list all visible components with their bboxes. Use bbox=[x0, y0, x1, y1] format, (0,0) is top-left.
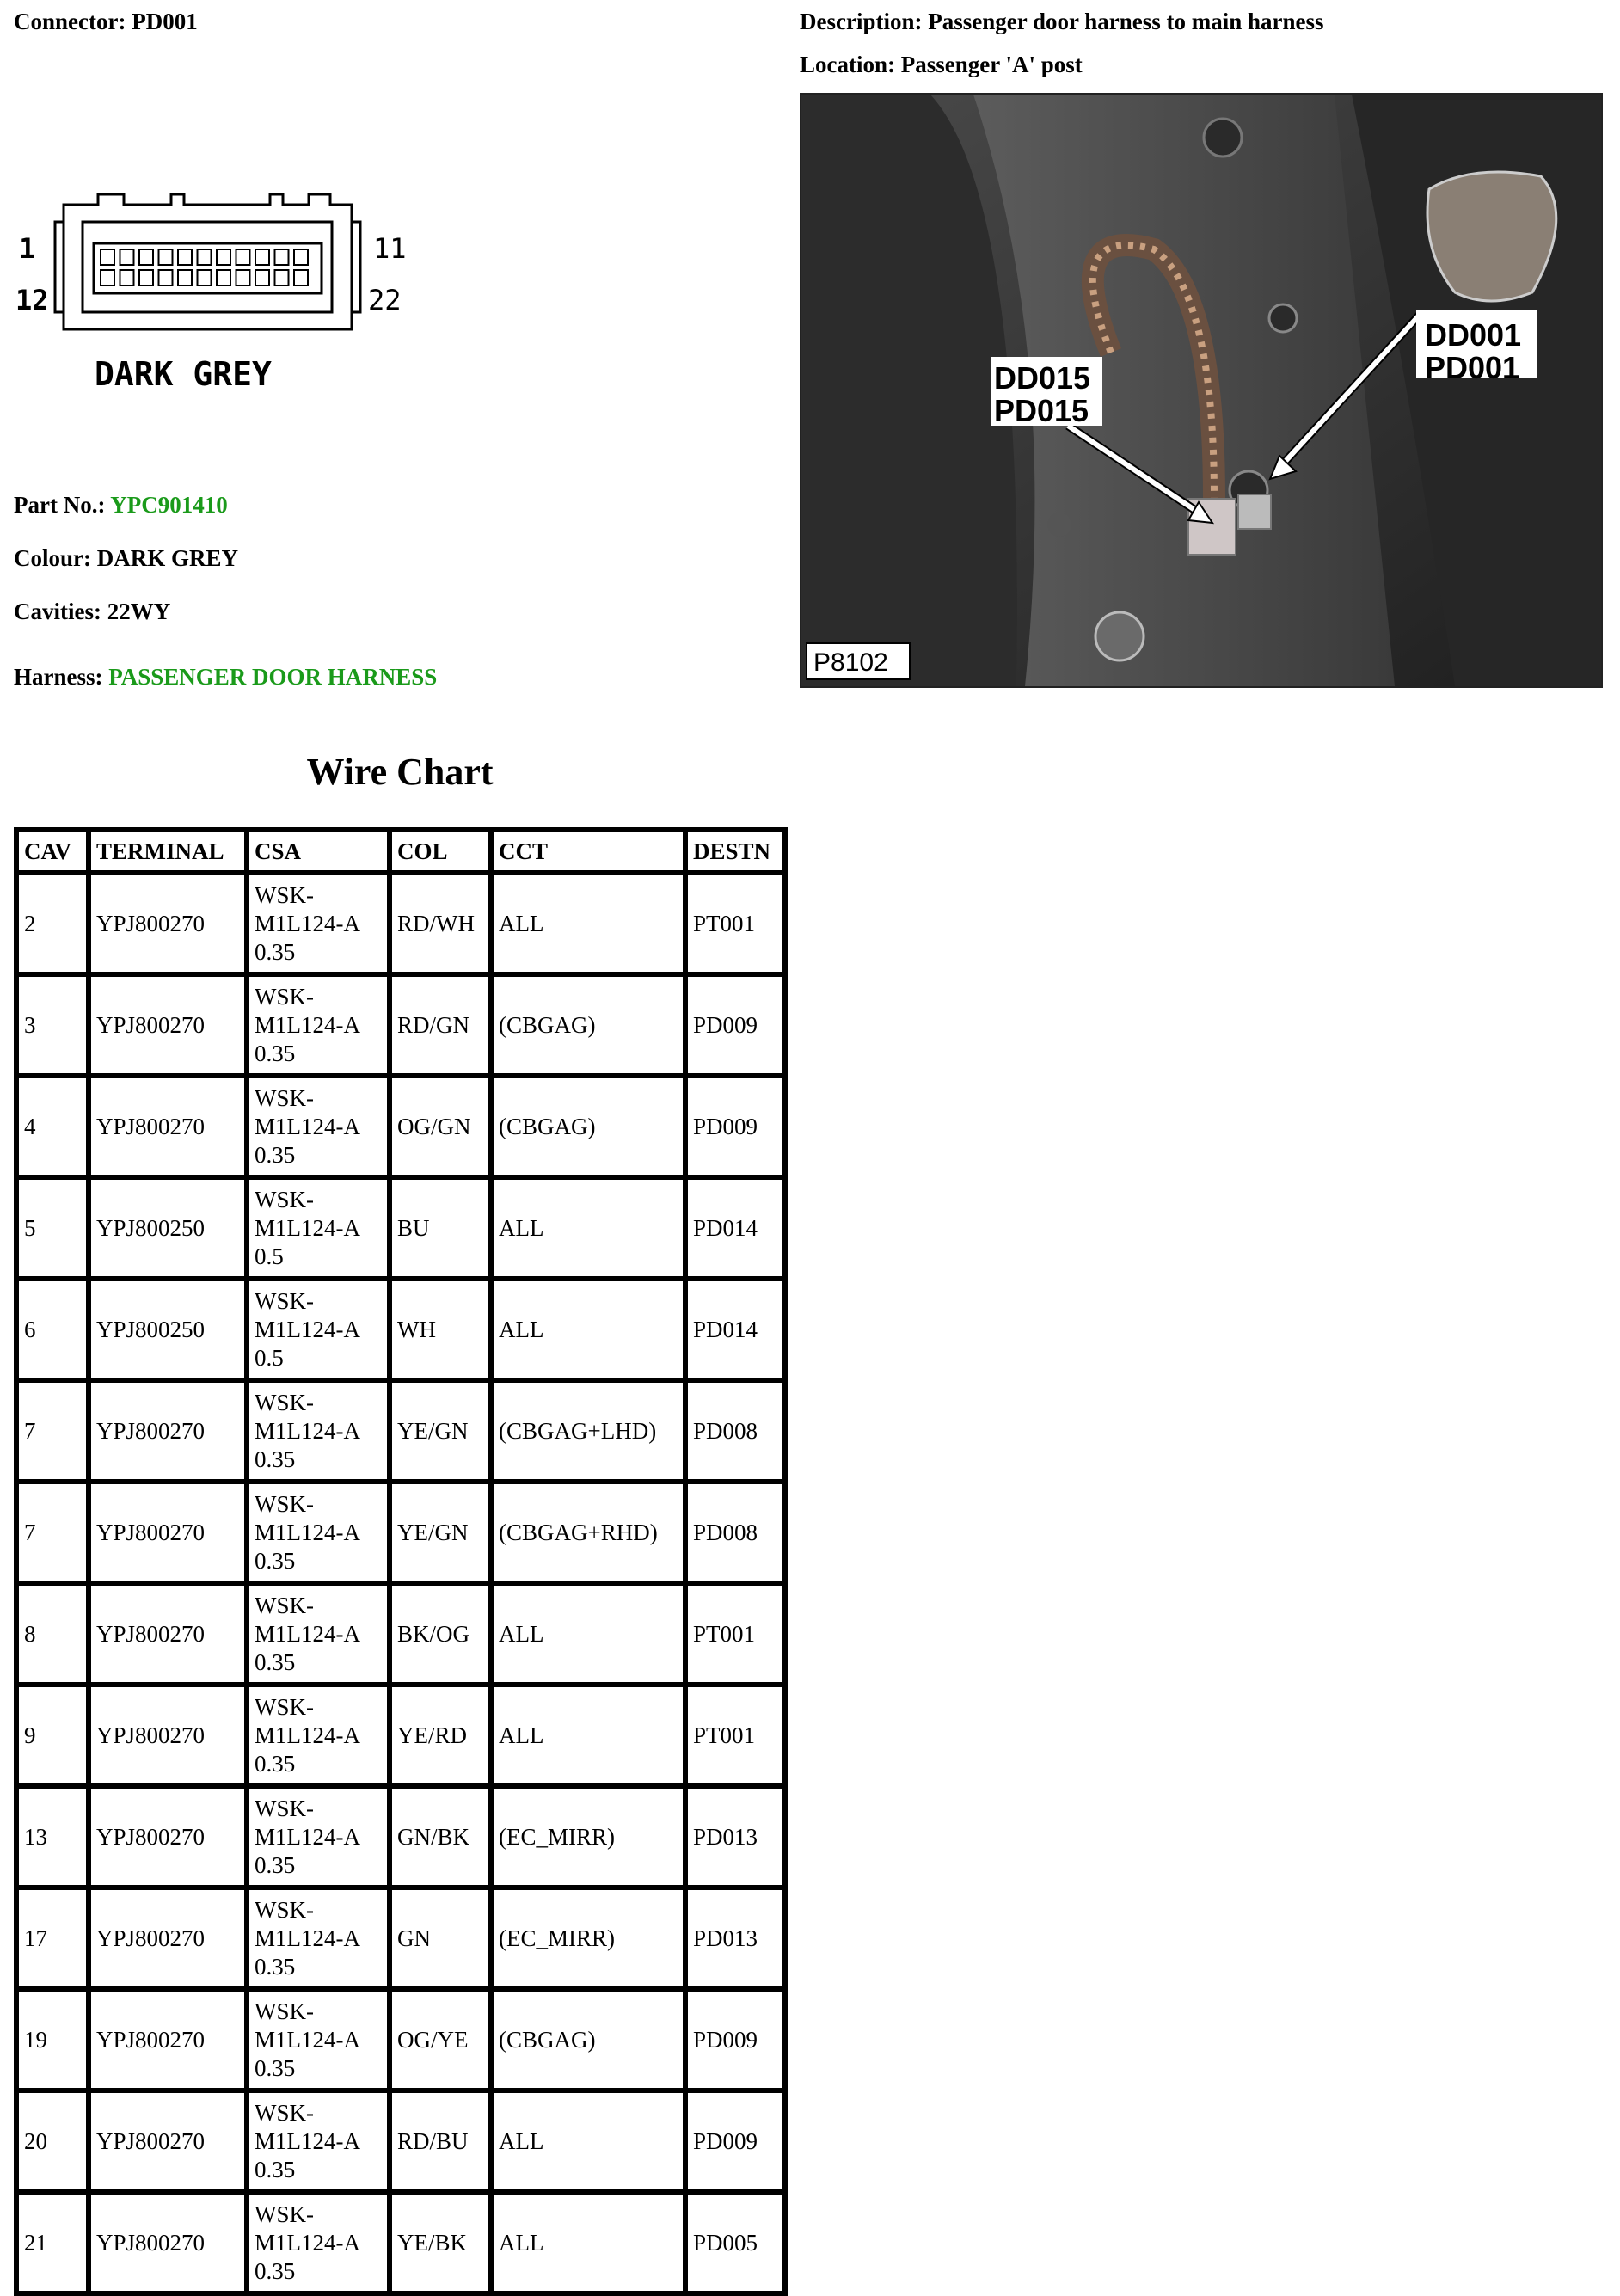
csa-line: M1L124-A bbox=[255, 910, 360, 936]
cell-csa bbox=[247, 2090, 390, 2192]
csa-line: WSK- bbox=[255, 2099, 314, 2126]
csa-line: 0.35 bbox=[255, 1446, 296, 1472]
cell-destn: PD008 bbox=[685, 1482, 785, 1583]
table-row bbox=[16, 1482, 785, 1583]
csa-line: M1L124-A bbox=[255, 1316, 360, 1342]
cell-cct: ALL bbox=[491, 873, 685, 974]
cell-cav: 2 bbox=[16, 873, 89, 974]
location-label: Location: bbox=[800, 52, 895, 77]
connector-pin bbox=[198, 249, 212, 265]
cell-destn: PT001 bbox=[685, 1583, 785, 1685]
cell-cav: 7 bbox=[16, 1380, 89, 1482]
description-line bbox=[800, 9, 1324, 35]
connector-pin bbox=[120, 270, 134, 285]
part-number-label: Part No.: bbox=[14, 492, 106, 518]
connector-pin bbox=[236, 270, 250, 285]
connector-pin bbox=[159, 270, 173, 285]
connector-line bbox=[14, 9, 198, 35]
cell-cct: (CBGAG+RHD) bbox=[491, 1482, 685, 1583]
cell-cav: 5 bbox=[16, 1177, 89, 1279]
cell-destn: PD009 bbox=[685, 1076, 785, 1177]
cell-cav: 19 bbox=[16, 1989, 89, 2090]
cell-cav: 7 bbox=[16, 1482, 89, 1583]
header-destn: DESTN bbox=[685, 830, 785, 873]
connector-face-diagram bbox=[12, 187, 416, 402]
colour-line bbox=[14, 545, 238, 572]
csa-line: 0.5 bbox=[255, 1243, 284, 1269]
connector-pin bbox=[178, 270, 192, 285]
csa-line: 0.35 bbox=[255, 1648, 296, 1675]
cell-destn: PD013 bbox=[685, 1786, 785, 1888]
connector-pin bbox=[236, 249, 250, 265]
connector-pin bbox=[101, 249, 114, 265]
csa-line: M1L124-A bbox=[255, 1417, 360, 1444]
location-line bbox=[800, 52, 1083, 78]
table-row bbox=[16, 1583, 785, 1685]
cell-terminal: YPJ800270 bbox=[89, 1989, 247, 2090]
cavities-label: Cavities: bbox=[14, 599, 101, 624]
connector-value: PD001 bbox=[132, 9, 198, 34]
pin-label-1: 1 bbox=[19, 232, 36, 265]
connector-pin bbox=[275, 270, 289, 285]
table-row bbox=[16, 2192, 785, 2293]
cell-cct: (CBGAG) bbox=[491, 974, 685, 1076]
cell-destn: PT001 bbox=[685, 1685, 785, 1786]
csa-line: 0.35 bbox=[255, 2054, 296, 2081]
cell-destn: PD013 bbox=[685, 1888, 785, 1989]
cell-terminal: YPJ800270 bbox=[89, 873, 247, 974]
table-row bbox=[16, 873, 785, 974]
table-row bbox=[16, 1888, 785, 1989]
cell-cct: (EC_MIRR) bbox=[491, 1888, 685, 1989]
cell-destn: PD014 bbox=[685, 1279, 785, 1380]
table-row bbox=[16, 1177, 785, 1279]
callout-dd001: DD001 bbox=[1425, 317, 1522, 353]
cell-destn: PD009 bbox=[685, 1989, 785, 2090]
table-row bbox=[16, 2090, 785, 2192]
cell-csa bbox=[247, 1279, 390, 1380]
cell-cav: 3 bbox=[16, 974, 89, 1076]
csa-line: WSK- bbox=[255, 1795, 314, 1821]
connector-pin bbox=[275, 249, 289, 265]
connector-pin bbox=[198, 270, 212, 285]
table-row bbox=[16, 1685, 785, 1786]
cell-csa bbox=[247, 1076, 390, 1177]
table-row bbox=[16, 1380, 785, 1482]
csa-line: M1L124-A bbox=[255, 1925, 360, 1951]
cell-destn: PD009 bbox=[685, 974, 785, 1076]
cell-terminal: YPJ800270 bbox=[89, 1482, 247, 1583]
cell-csa bbox=[247, 1482, 390, 1583]
csa-line: WSK- bbox=[255, 1287, 314, 1314]
location-photo-illustration bbox=[801, 95, 1601, 686]
csa-line: M1L124-A bbox=[255, 2127, 360, 2154]
connector-pin bbox=[294, 270, 308, 285]
connector-pin bbox=[178, 249, 192, 265]
cell-col: RD/BU bbox=[390, 2090, 491, 2192]
cell-col: BK/OG bbox=[390, 1583, 491, 1685]
cell-cct: (CBGAG) bbox=[491, 1076, 685, 1177]
cell-terminal: YPJ800270 bbox=[89, 2090, 247, 2192]
table-row bbox=[16, 1279, 785, 1380]
cell-destn: PD008 bbox=[685, 1380, 785, 1482]
csa-line: M1L124-A bbox=[255, 1823, 360, 1850]
cell-col: GN/BK bbox=[390, 1786, 491, 1888]
cell-csa bbox=[247, 1685, 390, 1786]
csa-line: 0.35 bbox=[255, 938, 296, 965]
cell-terminal: YPJ800270 bbox=[89, 1786, 247, 1888]
table-row bbox=[16, 974, 785, 1076]
csa-line: WSK- bbox=[255, 2201, 314, 2227]
cell-terminal: YPJ800270 bbox=[89, 1583, 247, 1685]
csa-line: 0.35 bbox=[255, 1040, 296, 1066]
csa-line: M1L124-A bbox=[255, 2229, 360, 2256]
cell-terminal: YPJ800270 bbox=[89, 974, 247, 1076]
connector-pin bbox=[255, 270, 269, 285]
connector-pin bbox=[217, 270, 230, 285]
connector-label: Connector: bbox=[14, 9, 126, 34]
csa-line: WSK- bbox=[255, 1490, 314, 1517]
cell-destn: PT001 bbox=[685, 873, 785, 974]
wire-chart-table bbox=[14, 827, 788, 2296]
connector-pin bbox=[120, 249, 134, 265]
cell-terminal: YPJ800250 bbox=[89, 1279, 247, 1380]
cell-destn: PD005 bbox=[685, 2192, 785, 2293]
csa-line: 0.35 bbox=[255, 1547, 296, 1574]
cell-col: YE/GN bbox=[390, 1380, 491, 1482]
cell-csa bbox=[247, 2192, 390, 2293]
connector-pin bbox=[139, 270, 153, 285]
cell-csa bbox=[247, 1786, 390, 1888]
csa-line: M1L124-A bbox=[255, 2026, 360, 2053]
cell-cav: 21 bbox=[16, 2192, 89, 2293]
table-row bbox=[16, 1786, 785, 1888]
part-number-link[interactable]: YPC901410 bbox=[110, 492, 228, 518]
pin-label-12: 12 bbox=[15, 284, 49, 316]
csa-line: WSK- bbox=[255, 1186, 314, 1212]
csa-line: M1L124-A bbox=[255, 1113, 360, 1139]
csa-line: 0.35 bbox=[255, 1851, 296, 1878]
callout-pd015: PD015 bbox=[994, 393, 1089, 428]
cell-cav: 6 bbox=[16, 1279, 89, 1380]
cell-cct: (EC_MIRR) bbox=[491, 1786, 685, 1888]
csa-line: 0.35 bbox=[255, 1141, 296, 1168]
colour-value: DARK GREY bbox=[96, 545, 239, 571]
cell-cav: 13 bbox=[16, 1786, 89, 1888]
harness-link[interactable]: PASSENGER DOOR HARNESS bbox=[108, 664, 438, 690]
csa-line: WSK- bbox=[255, 1998, 314, 2024]
csa-line: WSK- bbox=[255, 1389, 314, 1415]
cell-col: OG/GN bbox=[390, 1076, 491, 1177]
photo-id: P8102 bbox=[813, 648, 888, 677]
cell-terminal: YPJ800270 bbox=[89, 1685, 247, 1786]
cell-col: YE/BK bbox=[390, 2192, 491, 2293]
location-photo bbox=[800, 93, 1603, 688]
wire-chart-title: Wire Chart bbox=[306, 751, 494, 793]
header-csa: CSA bbox=[247, 830, 390, 873]
harness-line bbox=[14, 664, 437, 691]
csa-line: 0.35 bbox=[255, 1953, 296, 1980]
cell-cct: ALL bbox=[491, 1583, 685, 1685]
cell-terminal: YPJ800270 bbox=[89, 2192, 247, 2293]
csa-line: M1L124-A bbox=[255, 1519, 360, 1545]
cell-csa bbox=[247, 1583, 390, 1685]
cell-terminal: YPJ800270 bbox=[89, 1076, 247, 1177]
connector-pin bbox=[255, 249, 269, 265]
pin-label-22: 22 bbox=[368, 284, 402, 316]
csa-line: 0.35 bbox=[255, 1750, 296, 1777]
table-row bbox=[16, 1989, 785, 2090]
pin-label-11: 11 bbox=[373, 232, 407, 265]
callout-pd001: PD001 bbox=[1425, 350, 1520, 385]
cell-col: GN bbox=[390, 1888, 491, 1989]
cell-col: BU bbox=[390, 1177, 491, 1279]
cell-csa bbox=[247, 1888, 390, 1989]
csa-line: 0.35 bbox=[255, 2257, 296, 2284]
csa-line: WSK- bbox=[255, 1693, 314, 1720]
cell-cct: (CBGAG+LHD) bbox=[491, 1380, 685, 1482]
header-col: COL bbox=[390, 830, 491, 873]
callout-dd015: DD015 bbox=[994, 360, 1091, 396]
cell-cav: 4 bbox=[16, 1076, 89, 1177]
header-cct: CCT bbox=[491, 830, 685, 873]
description-label: Description: bbox=[800, 9, 923, 34]
connector-pin bbox=[139, 249, 153, 265]
cell-cav: 17 bbox=[16, 1888, 89, 1989]
cell-destn: PD014 bbox=[685, 1177, 785, 1279]
connector-pin bbox=[294, 249, 308, 265]
cell-cct: ALL bbox=[491, 1279, 685, 1380]
csa-line: 0.35 bbox=[255, 2156, 296, 2182]
cell-terminal: YPJ800250 bbox=[89, 1177, 247, 1279]
cell-terminal: YPJ800270 bbox=[89, 1888, 247, 1989]
cell-cct: (CBGAG) bbox=[491, 1989, 685, 2090]
cell-cct: ALL bbox=[491, 1177, 685, 1279]
csa-line: M1L124-A bbox=[255, 1722, 360, 1748]
connector-pin bbox=[159, 249, 173, 265]
table-header-row bbox=[16, 830, 785, 873]
cell-csa bbox=[247, 974, 390, 1076]
cell-col: YE/GN bbox=[390, 1482, 491, 1583]
cell-destn: PD009 bbox=[685, 2090, 785, 2192]
cell-col: YE/RD bbox=[390, 1685, 491, 1786]
csa-line: M1L124-A bbox=[255, 1214, 360, 1241]
csa-line: WSK- bbox=[255, 1592, 314, 1618]
csa-line: WSK- bbox=[255, 1896, 314, 1923]
cell-csa bbox=[247, 1989, 390, 2090]
cavities-line bbox=[14, 599, 170, 625]
cell-cav: 8 bbox=[16, 1583, 89, 1685]
csa-line: WSK- bbox=[255, 881, 314, 908]
csa-line: WSK- bbox=[255, 983, 314, 1010]
cell-csa bbox=[247, 1380, 390, 1482]
cell-col: WH bbox=[390, 1279, 491, 1380]
cell-col: RD/WH bbox=[390, 873, 491, 974]
location-value: Passenger 'A' post bbox=[900, 52, 1083, 77]
csa-line: M1L124-A bbox=[255, 1011, 360, 1038]
cell-cav: 9 bbox=[16, 1685, 89, 1786]
table-row bbox=[16, 1076, 785, 1177]
csa-line: WSK- bbox=[255, 1084, 314, 1111]
description-value: Passenger door harness to main harness bbox=[928, 9, 1324, 34]
harness-label: Harness: bbox=[14, 664, 103, 690]
cell-terminal: YPJ800270 bbox=[89, 1380, 247, 1482]
cell-cav: 20 bbox=[16, 2090, 89, 2192]
cell-cct: ALL bbox=[491, 2090, 685, 2192]
cell-col: RD/GN bbox=[390, 974, 491, 1076]
cell-cct: ALL bbox=[491, 1685, 685, 1786]
header-terminal: TERMINAL bbox=[89, 830, 247, 873]
connector-pin bbox=[101, 270, 114, 285]
colour-label: Colour: bbox=[14, 545, 91, 571]
cell-csa bbox=[247, 1177, 390, 1279]
cell-cct: ALL bbox=[491, 2192, 685, 2293]
connector-pin bbox=[217, 249, 230, 265]
part-number-line bbox=[14, 492, 228, 519]
csa-line: M1L124-A bbox=[255, 1620, 360, 1647]
cell-csa bbox=[247, 873, 390, 974]
header-cav: CAV bbox=[16, 830, 89, 873]
cell-col: OG/YE bbox=[390, 1989, 491, 2090]
cavities-value: 22WY bbox=[107, 599, 171, 624]
csa-line: 0.5 bbox=[255, 1344, 284, 1371]
connector-colour-caption: DARK GREY bbox=[95, 355, 272, 393]
